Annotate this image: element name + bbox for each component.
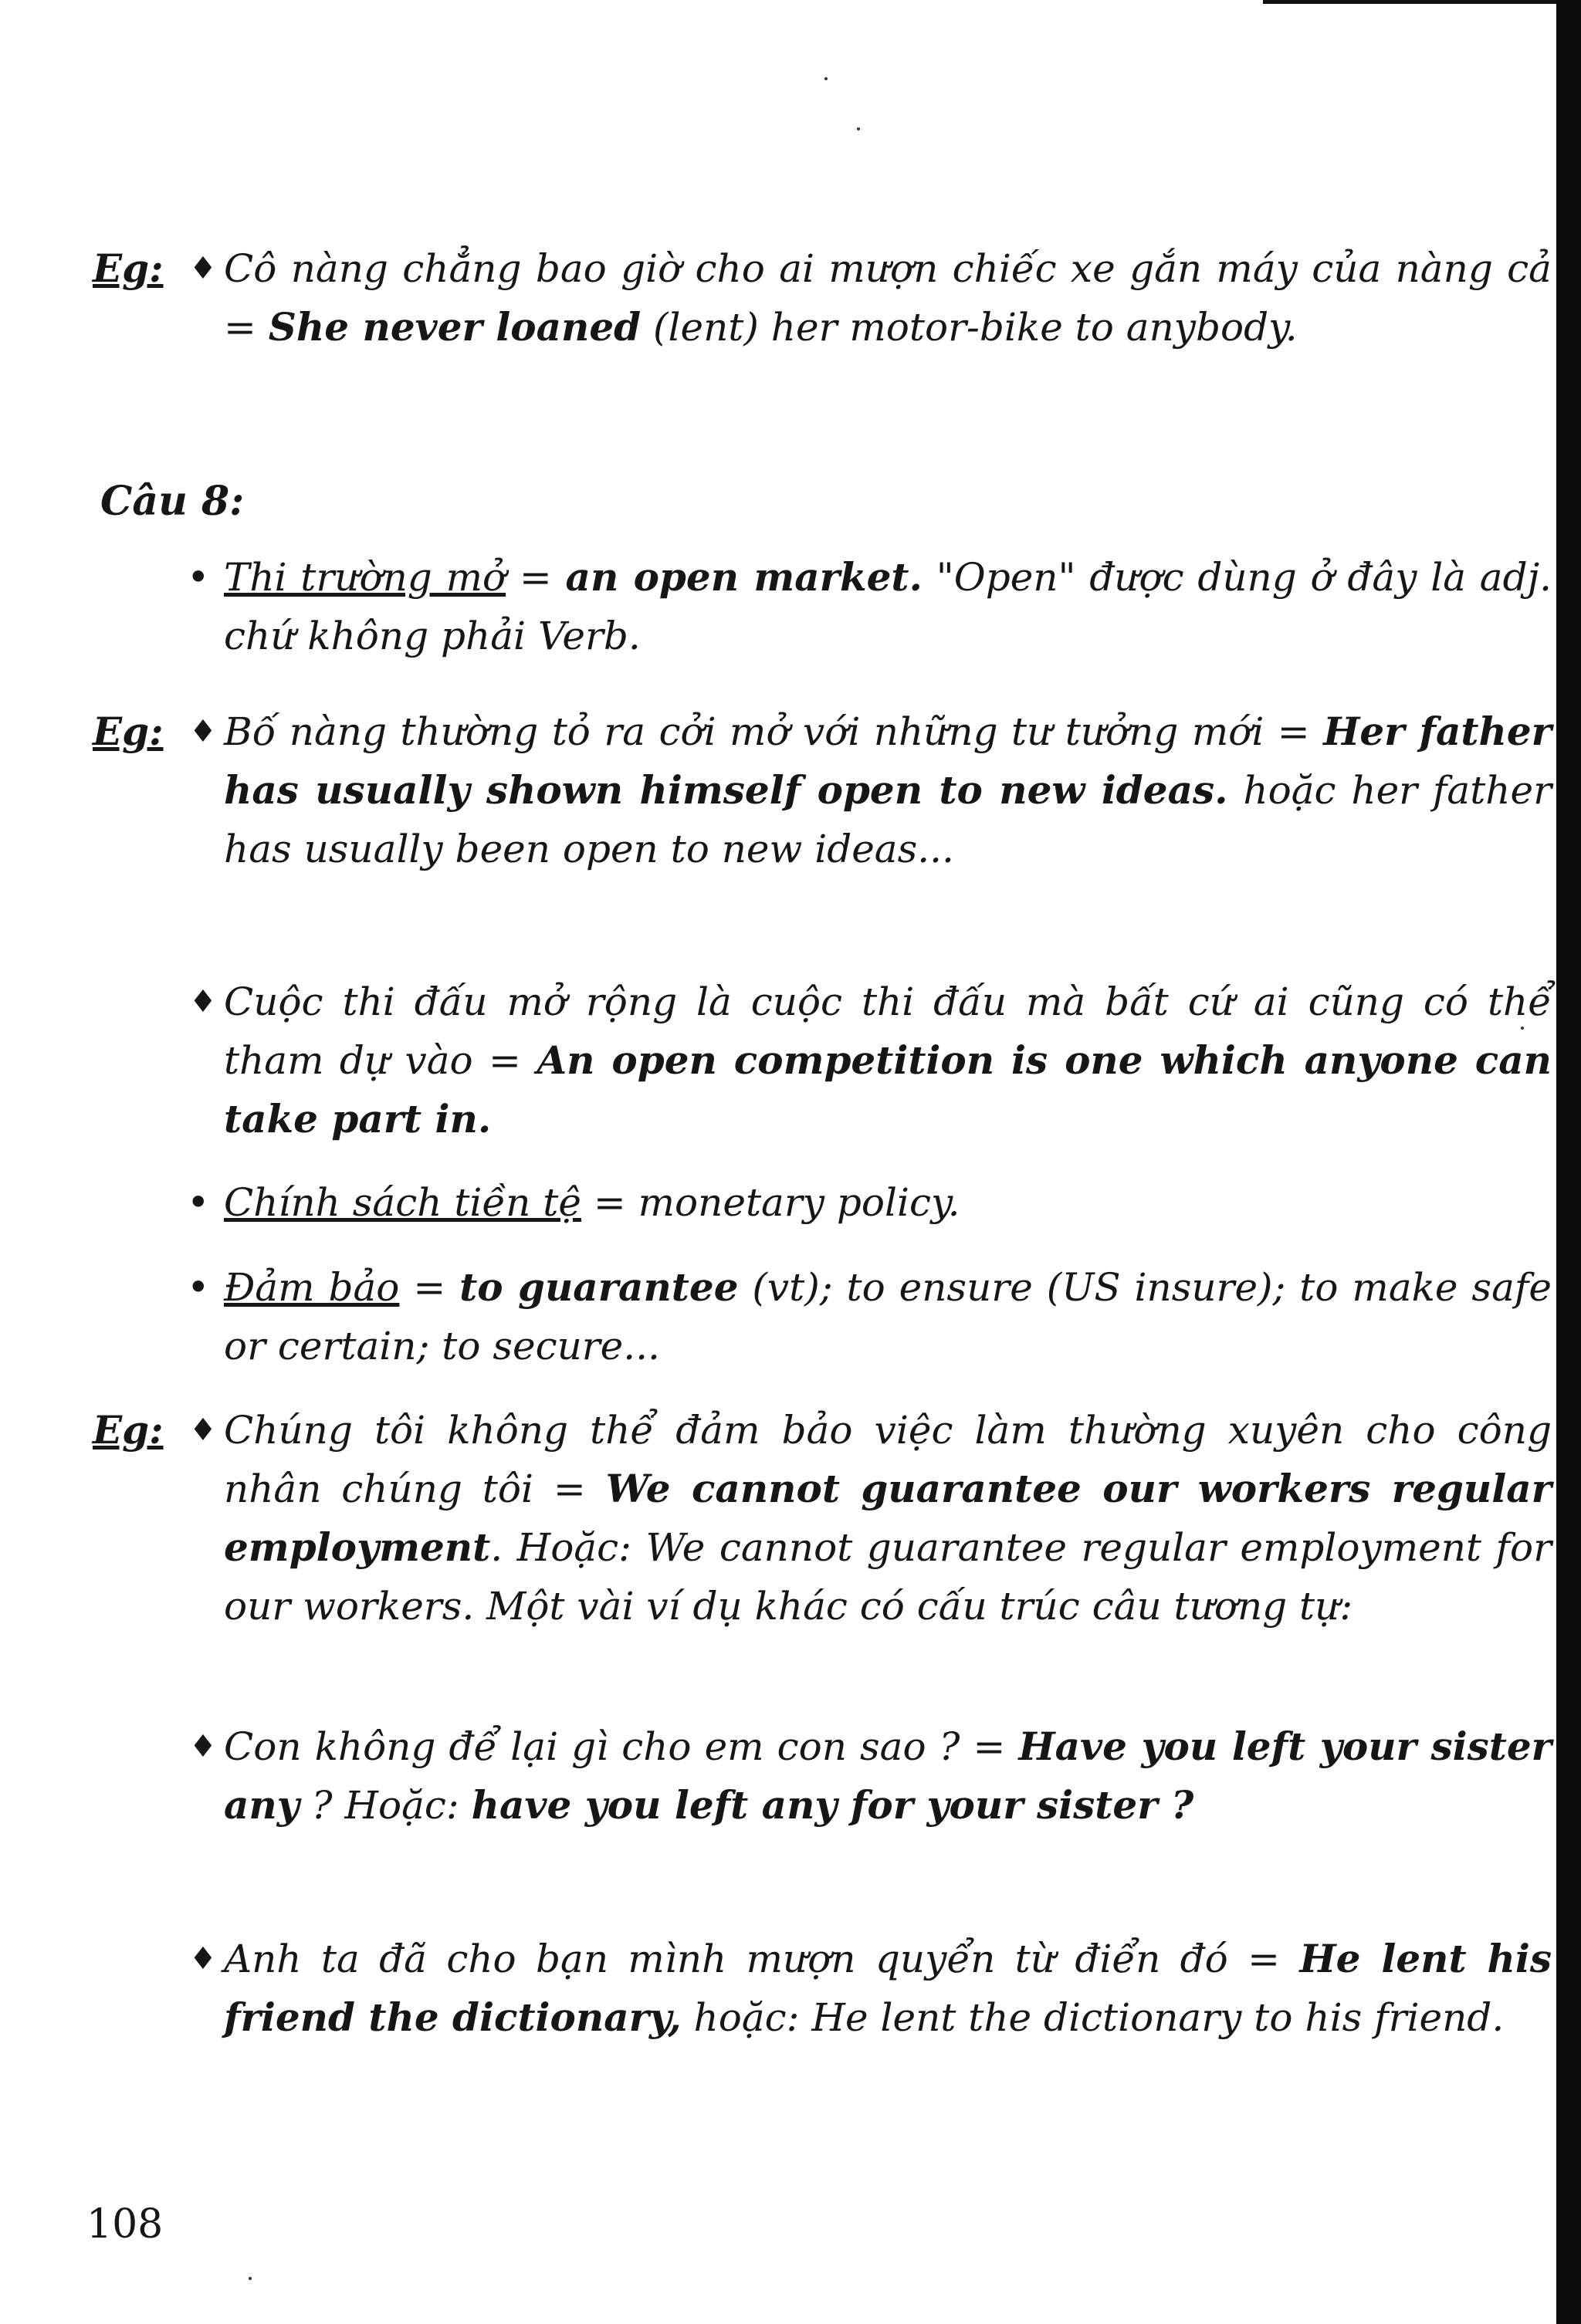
bullet-diamond-icon: ♦ bbox=[189, 1412, 217, 1448]
entry-text bbox=[224, 702, 1552, 878]
entry-text bbox=[224, 1401, 1552, 1636]
bullet-dot-icon: • bbox=[187, 1180, 210, 1225]
entry-text bbox=[224, 1258, 1552, 1375]
english-translation: Her father has usually shown himself open to new ideas. bbox=[224, 709, 1552, 813]
entry-block bbox=[93, 548, 1552, 665]
text-run: . Hoặc: We cannot guarantee regular employment for our workers. Một vài ví dụ khác có cấu trúc câu tương tự: bbox=[224, 1525, 1552, 1629]
english-translation: an open market. bbox=[565, 554, 923, 600]
example-label: Eg: bbox=[93, 1407, 164, 1453]
term-underlined: Chính sách tiền tệ bbox=[224, 1180, 581, 1225]
scan-edge-line bbox=[1263, 0, 1556, 4]
bullet-diamond-icon: ♦ bbox=[189, 714, 217, 749]
term-underlined: Đảm bảo bbox=[224, 1265, 400, 1310]
entry-block bbox=[93, 702, 1552, 878]
english-translation: Have you left your sister any bbox=[224, 1724, 1552, 1828]
text-run: (vt); to ensure (US insure); to make safe or certain; to secure... bbox=[224, 1265, 1552, 1368]
text-run: Cuộc thi đấu mở rộng là cuộc thi đấu mà bất cứ ai cũng có thể tham dự vào = bbox=[224, 979, 1552, 1083]
entry-block bbox=[93, 1401, 1552, 1636]
text-run: (lent) her motor-bike to anybody. bbox=[641, 305, 1298, 350]
text-run: hoặc her father has usually been open to new ideas... bbox=[224, 768, 1552, 871]
page-number: 108 bbox=[86, 2201, 164, 2248]
example-label: Eg: bbox=[93, 709, 164, 754]
english-translation: She never loaned bbox=[268, 304, 642, 350]
bullet-diamond-icon: ♦ bbox=[189, 1941, 217, 1977]
text-run: = bbox=[399, 1265, 460, 1310]
english-translation: An open competition is one which anyone can take part in. bbox=[224, 1037, 1552, 1142]
bullet-diamond-icon: ♦ bbox=[189, 984, 217, 1020]
entry-block bbox=[93, 973, 1552, 1148]
entry-text bbox=[224, 239, 1552, 357]
bullet-dot-icon: • bbox=[187, 1265, 210, 1310]
entry-block bbox=[93, 1173, 1552, 1232]
entry-text bbox=[224, 1173, 1552, 1232]
scan-right-border bbox=[1556, 0, 1581, 2324]
scan-speck bbox=[824, 77, 828, 80]
text-run: Cô nàng chẳng bao giờ cho ai mượn chiếc xe gắn máy của nàng cả = bbox=[224, 246, 1552, 350]
entry-text bbox=[224, 973, 1552, 1148]
text-run: Bố nàng thường tỏ ra cởi mở với những tư tưởng mới = bbox=[224, 709, 1324, 754]
bullet-dot-icon: • bbox=[187, 555, 210, 600]
scan-speck bbox=[249, 2277, 252, 2280]
english-translation: to guarantee bbox=[459, 1264, 739, 1310]
scan-speck bbox=[857, 127, 860, 130]
text-run: "Open" được dùng ở đây là adj. chứ không phải Verb. bbox=[224, 555, 1552, 658]
entry-block bbox=[93, 239, 1552, 357]
english-translation: He lent his friend the dictionary, bbox=[224, 1936, 1552, 2040]
section-heading: Câu 8: bbox=[100, 478, 245, 525]
text-run: = monetary policy. bbox=[581, 1180, 960, 1225]
text-run: hoặc: He lent the dictionary to his friend. bbox=[681, 1995, 1505, 2040]
term-underlined: Thi trường mở bbox=[224, 555, 506, 600]
entry-block bbox=[93, 1717, 1552, 1835]
text-run: Anh ta đã cho bạn mình mượn quyển từ điển đó = bbox=[224, 1937, 1300, 1981]
entry-text bbox=[224, 1717, 1552, 1835]
text-run: = bbox=[506, 555, 566, 600]
entry-block bbox=[93, 1258, 1552, 1375]
bullet-diamond-icon: ♦ bbox=[189, 1729, 217, 1764]
example-label: Eg: bbox=[93, 245, 164, 291]
text-run: Chúng tôi không thể đảm bảo việc làm thường xuyên cho công nhân chúng tôi = bbox=[224, 1408, 1552, 1511]
text-run: Con không để lại gì cho em con sao ? = bbox=[224, 1724, 1019, 1769]
bullet-diamond-icon: ♦ bbox=[189, 251, 217, 286]
english-translation: have you left any for your sister ? bbox=[471, 1782, 1194, 1828]
entry-text bbox=[224, 548, 1552, 665]
entry-text bbox=[224, 1930, 1552, 2047]
entry-block bbox=[93, 1930, 1552, 2047]
english-translation: We cannot guarantee our workers regular employment bbox=[224, 1466, 1552, 1570]
text-run: ? Hoặc: bbox=[299, 1783, 472, 1828]
